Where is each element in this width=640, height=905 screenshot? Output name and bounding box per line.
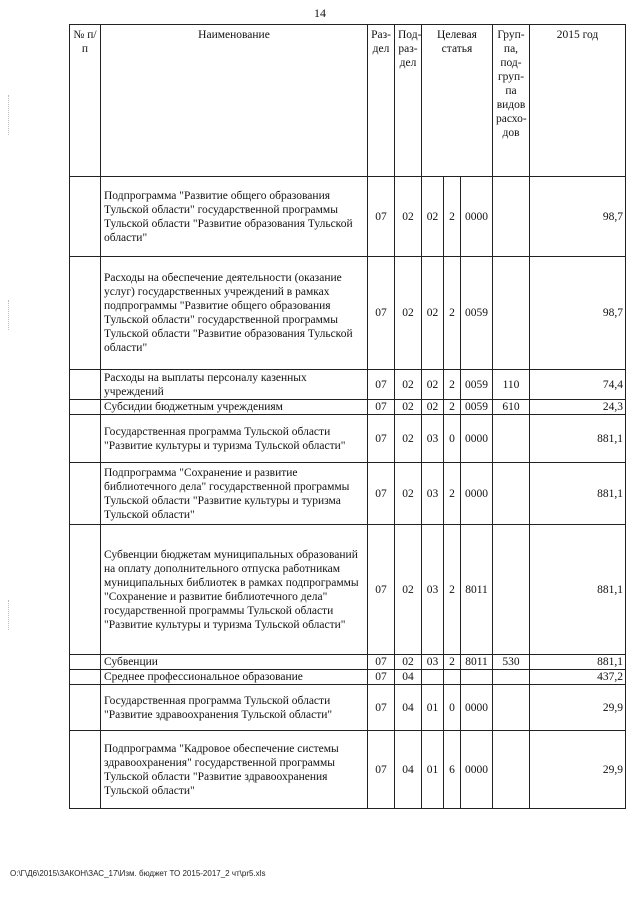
row-razdel-cell: 07	[368, 463, 395, 525]
row-sum-cell: 24,3	[530, 400, 626, 415]
row-razdel-cell: 07	[368, 177, 395, 257]
row-target-subprogram-cell: 0	[444, 685, 461, 731]
row-sum-cell: 29,9	[530, 731, 626, 809]
row-podrazdel-cell: 02	[395, 257, 422, 370]
scan-edge-mark	[8, 95, 10, 135]
row-name-cell: Расходы на обеспечение деятельности (оказание услуг) государственных учреждений в рамках подпрограммы "Развитие общего образования Тульской области" государственной программы Тульской области "Развитие образования Тульской области"	[101, 257, 368, 370]
row-razdel-cell: 07	[368, 731, 395, 809]
row-number-cell	[70, 670, 101, 685]
header-podrazdel: Под- раз- дел	[395, 25, 422, 177]
row-expense-type-cell: 610	[493, 400, 530, 415]
table-header-row	[70, 25, 626, 177]
row-name-cell: Субвенции бюджетам муниципальных образований на оплату дополнительного отпуска работникам муниципальных библиотек в рамках подпрограммы "Сохранение и развитие библиотечного дела" государственной программы Тульской области "Развитие культуры и туризма Тульской области"	[101, 525, 368, 655]
row-target-direction-cell: 8011	[461, 525, 493, 655]
row-target-program-cell: 01	[422, 731, 444, 809]
row-sum-cell: 881,1	[530, 655, 626, 670]
row-name-cell: Подпрограмма "Сохранение и развитие библиотечного дела" государственной программы Тульской области "Развитие культуры и туризма Тульской области"	[101, 463, 368, 525]
row-target-program-cell: 03	[422, 525, 444, 655]
row-razdel-cell: 07	[368, 400, 395, 415]
header-expense-group: Груп- па, под- груп- па видов расхо- дов	[493, 25, 530, 177]
row-number-cell	[70, 400, 101, 415]
row-podrazdel-cell: 02	[395, 463, 422, 525]
row-podrazdel-cell: 04	[395, 670, 422, 685]
row-number-cell	[70, 370, 101, 400]
row-podrazdel-cell: 02	[395, 525, 422, 655]
row-target-program-cell: 02	[422, 400, 444, 415]
file-path-footer: O:\Г\Д6\2015\ЗАКОН\ЗАС_17\Изм. бюджет ТО 2015-2017_2 чт\pr5.xls	[10, 869, 266, 878]
row-expense-type-cell	[493, 257, 530, 370]
row-name-cell: Среднее профессиональное образование	[101, 670, 368, 685]
row-target-subprogram-cell: 2	[444, 177, 461, 257]
row-razdel-cell: 07	[368, 655, 395, 670]
row-podrazdel-cell: 02	[395, 400, 422, 415]
row-sum-cell: 437,2	[530, 670, 626, 685]
row-name-cell: Субсидии бюджетным учреждениям	[101, 400, 368, 415]
row-target-program-cell: 03	[422, 415, 444, 463]
row-target-direction-cell	[461, 670, 493, 685]
row-razdel-cell: 07	[368, 670, 395, 685]
row-target-direction-cell: 0000	[461, 731, 493, 809]
row-name-cell: Расходы на выплаты персоналу казенных учреждений	[101, 370, 368, 400]
row-number-cell	[70, 685, 101, 731]
row-podrazdel-cell: 02	[395, 177, 422, 257]
table-row	[70, 670, 626, 685]
row-razdel-cell: 07	[368, 415, 395, 463]
header-num: № п/п	[70, 25, 101, 177]
row-target-program-cell: 02	[422, 177, 444, 257]
budget-table	[69, 24, 626, 809]
table-row	[70, 731, 626, 809]
table-row	[70, 525, 626, 655]
row-target-direction-cell: 0000	[461, 415, 493, 463]
row-target-subprogram-cell: 0	[444, 415, 461, 463]
row-podrazdel-cell: 02	[395, 655, 422, 670]
row-expense-type-cell	[493, 415, 530, 463]
row-target-subprogram-cell: 2	[444, 525, 461, 655]
row-expense-type-cell	[493, 525, 530, 655]
row-name-cell: Государственная программа Тульской области "Развитие культуры и туризма Тульской области"	[101, 415, 368, 463]
row-target-direction-cell: 8011	[461, 655, 493, 670]
table-row	[70, 257, 626, 370]
row-razdel-cell: 07	[368, 370, 395, 400]
row-target-program-cell	[422, 670, 444, 685]
header-target-article: Целевая статья	[422, 25, 493, 177]
row-target-direction-cell: 0059	[461, 400, 493, 415]
row-expense-type-cell	[493, 463, 530, 525]
scan-edge-mark	[8, 300, 10, 330]
table-row	[70, 655, 626, 670]
row-podrazdel-cell: 04	[395, 685, 422, 731]
row-target-program-cell: 02	[422, 370, 444, 400]
row-expense-type-cell	[493, 177, 530, 257]
row-target-subprogram-cell: 6	[444, 731, 461, 809]
row-target-direction-cell: 0000	[461, 685, 493, 731]
row-sum-cell: 881,1	[530, 415, 626, 463]
row-target-direction-cell: 0059	[461, 370, 493, 400]
row-sum-cell: 98,7	[530, 177, 626, 257]
row-target-subprogram-cell: 2	[444, 370, 461, 400]
row-expense-type-cell	[493, 670, 530, 685]
row-sum-cell: 74,4	[530, 370, 626, 400]
row-name-cell: Субвенции	[101, 655, 368, 670]
row-target-program-cell: 02	[422, 257, 444, 370]
row-sum-cell: 29,9	[530, 685, 626, 731]
row-sum-cell: 881,1	[530, 463, 626, 525]
row-razdel-cell: 07	[368, 525, 395, 655]
row-name-cell: Государственная программа Тульской области "Развитие здравоохранения Тульской области"	[101, 685, 368, 731]
row-target-direction-cell: 0059	[461, 257, 493, 370]
row-sum-cell: 98,7	[530, 257, 626, 370]
row-podrazdel-cell: 02	[395, 370, 422, 400]
table-row	[70, 415, 626, 463]
scan-edge-mark	[8, 600, 10, 630]
row-number-cell	[70, 177, 101, 257]
row-target-direction-cell: 0000	[461, 177, 493, 257]
table-row	[70, 370, 626, 400]
page-number: 14	[314, 6, 326, 20]
row-number-cell	[70, 463, 101, 525]
header-name: Наименование	[101, 25, 368, 177]
row-podrazdel-cell: 04	[395, 731, 422, 809]
row-number-cell	[70, 731, 101, 809]
row-target-subprogram-cell: 2	[444, 655, 461, 670]
row-target-program-cell: 03	[422, 463, 444, 525]
row-expense-type-cell: 530	[493, 655, 530, 670]
row-number-cell	[70, 257, 101, 370]
table-row	[70, 463, 626, 525]
row-name-cell: Подпрограмма "Кадровое обеспечение системы здравоохранения" государственной программы Тульской области "Развитие здравоохранения Тульской области"	[101, 731, 368, 809]
row-target-subprogram-cell	[444, 670, 461, 685]
row-target-program-cell: 03	[422, 655, 444, 670]
row-sum-cell: 881,1	[530, 525, 626, 655]
row-name-cell: Подпрограмма "Развитие общего образования Тульской области" государственной программы Тульской области "Развитие образования Тульской области"	[101, 177, 368, 257]
row-target-subprogram-cell: 2	[444, 463, 461, 525]
header-year: 2015 год	[530, 25, 626, 177]
header-razdel: Раз- дел	[368, 25, 395, 177]
row-expense-type-cell	[493, 685, 530, 731]
row-target-subprogram-cell: 2	[444, 257, 461, 370]
table-row	[70, 685, 626, 731]
row-expense-type-cell: 110	[493, 370, 530, 400]
row-number-cell	[70, 525, 101, 655]
row-razdel-cell: 07	[368, 685, 395, 731]
row-expense-type-cell	[493, 731, 530, 809]
row-target-program-cell: 01	[422, 685, 444, 731]
row-number-cell	[70, 415, 101, 463]
table-row	[70, 177, 626, 257]
row-target-subprogram-cell: 2	[444, 400, 461, 415]
row-number-cell	[70, 655, 101, 670]
row-target-direction-cell: 0000	[461, 463, 493, 525]
row-podrazdel-cell: 02	[395, 415, 422, 463]
table-row	[70, 400, 626, 415]
row-razdel-cell: 07	[368, 257, 395, 370]
